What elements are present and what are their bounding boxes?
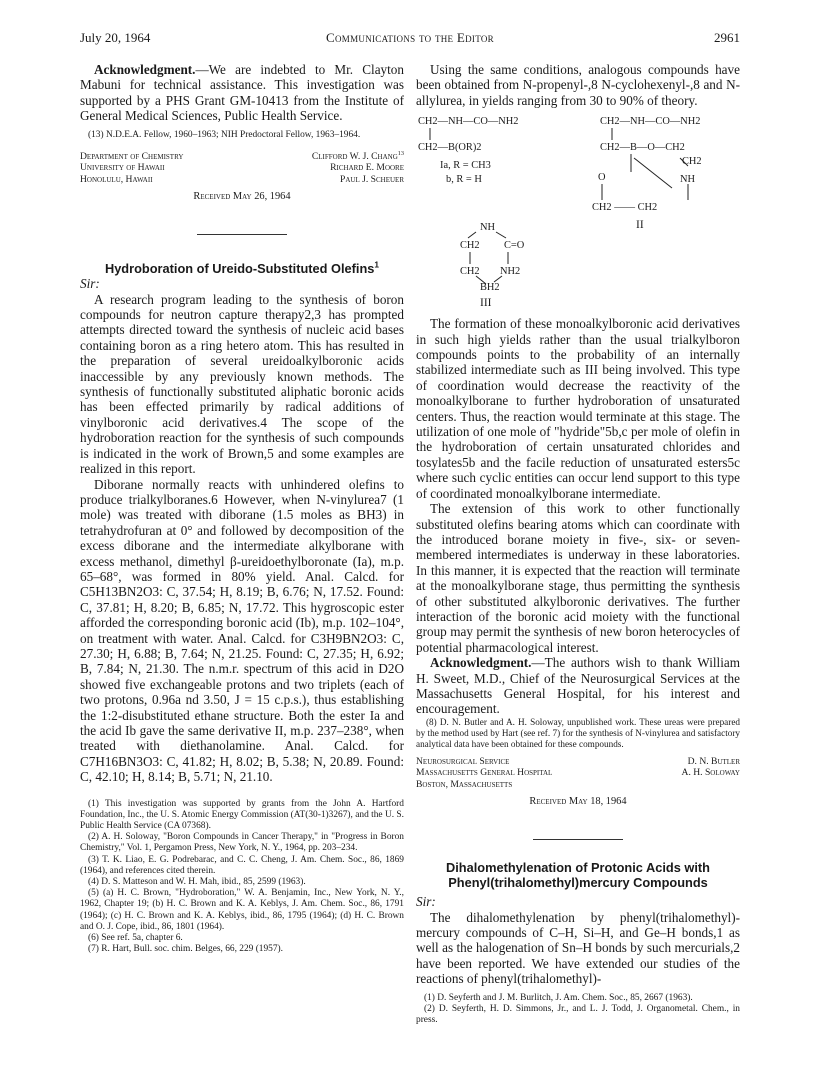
article-title-superscript: 1 <box>374 259 380 270</box>
structure-II-top: CH2—NH—CO—NH2 <box>600 116 701 128</box>
affiliation-line: University of Hawaii <box>80 162 165 174</box>
section-divider <box>533 839 623 840</box>
affiliation <box>416 756 552 791</box>
acknowledgment-text: —The authors wish to thank William H. Sweet, M.D., Chief of the Neurosurgical Services at the Massachusetts General Hospital, for his interest and encouragement. <box>416 655 740 717</box>
author-address-block <box>416 756 740 792</box>
authors <box>312 151 404 186</box>
structure-Ia-label: Ia, R = CH3 <box>440 160 491 172</box>
author-address-block <box>80 151 404 187</box>
acknowledgment-heading: Acknowledgment. <box>94 62 196 77</box>
header-date: July 20, 1964 <box>80 30 151 45</box>
structure-II-ring-ch2: CH2 <box>682 156 702 168</box>
article-title-text: Hydroboration of Ureido-Substituted Olefins <box>104 261 375 277</box>
header-page-number: 2961 <box>714 30 740 45</box>
salutation: Sir: <box>80 276 100 292</box>
received-date: Received May 18, 1964 <box>529 795 627 807</box>
structure-I-top: CH2—NH—CO—NH2 <box>418 116 519 128</box>
affiliation-line: Boston, Massachusetts <box>416 778 513 790</box>
footnote: (2) A. H. Soloway, "Boron Compounds in Cancer Therapy," in "Progress in Boron Chemistry," Vol. 1, Pergamon Press, New York, N. Y., 1964, pp. 203–234. <box>80 832 404 854</box>
left-column <box>80 62 404 955</box>
structure-III-nh: NH <box>480 222 496 234</box>
body-paragraph: A research program leading to the synthesis of boron compounds for neutron capture therapy2,3 has prompted attempts directed toward the synthesis of nucleic acid bases containing boron as a ring hetero atom. This has resulted in the preparation of several ureidoalkylboronic acids inaccessible by any previously known methods. The synthesis of functionally substituted aliphatic boronic acids has been effected primarily by radical additions of vinylboronic acid derivatives.4 The scope of the hydroboration reaction for the synthesis of such compounds is indicated in the work of Brown,5 and some examples are realized in this report. <box>80 291 404 477</box>
structure-II-ring-nh: NH <box>680 174 696 186</box>
article-title: Dihalomethylenation of Protonic Acids with Phenyl(trihalomethyl)mercury Compounds <box>445 860 710 891</box>
footnote: (3) T. K. Liao, E. G. Podrebarac, and C. C. Cheng, J. Am. Chem. Soc., 86, 1869 (1964), and references cited therein. <box>80 854 404 876</box>
author-superscript: 13 <box>397 149 404 157</box>
structure-III-ch2-a: CH2 <box>460 240 480 252</box>
footnote: (7) R. Hart, Bull. soc. chim. Belges, 66, 229 (1957). <box>88 944 284 955</box>
authors <box>682 756 740 779</box>
right-column <box>416 62 740 1026</box>
author-name: Richard E. Moore <box>330 162 404 174</box>
footnotes <box>416 993 740 1027</box>
body-paragraph: Diborane normally reacts with unhindered olefins to produce trialkylboranes.6 However, when N-vinylurea7 (1 mole) was treated with diborane (1.5 moles as BH3) in tetrahydrofuran at 0° and followed by decomposition of the excess diborane and the intermediate alkylborane with excess methanol, dimethyl β-ureidoethylboronate (Ia), m.p. 65–68°, was formed in 80% yield. Anal. Calcd. for C5H13BN2O3: C, 37.54; H, 8.19; B, 6.76; N, 17.52. Found: C, 37.81; H, 8.20; B, 6.85; N, 17.72. This hygroscopic ester afforded the corresponding boronic acid (Ib), m.p. 102–104°, on treatment with water. Anal. Calcd. for C3H9BN2O3: C, 27.30; H, 6.88; B, 7.64; N, 21.25. Found: C, 27.35; H, 6.92; B, 7.84; N, 21.30. The n.m.r. spectrum of this acid in D2O showed five exchangeable protons and two triplets (each of two protons, 0.96a nd 3.50, J = 15 c.p.s.), thus establishing the 1:2-disubstituted ethane structure. Both the ester Ia and the acid Ib gave the same derivative II, m.p. 237–238°, when treated with diethanolamine. Anal. Calcd. for C7H16BN3O3: C, 41.82; H, 8.02; B, 5.38; N, 20.89. Found: C, 42.10; H, 8.14; B, 5.71; N, 21.10. <box>80 476 404 785</box>
acknowledgment-paragraph <box>416 655 740 717</box>
structure-II-bottom: CH2 —— CH2 <box>592 202 658 214</box>
author-name <box>312 151 404 163</box>
chemical-structures <box>416 114 740 310</box>
section-divider <box>197 234 287 235</box>
author-name: Paul J. Scheuer <box>340 173 404 185</box>
page-header <box>80 30 740 48</box>
affiliation-line: Neurosurgical Service <box>416 755 510 767</box>
footnote-8: (8) D. N. Butler and A. H. Soloway, unpublished work. These ureas were prepared by the method used by Hart (see ref. 7) for the synthesis of N-vinylurea and satisfactory analytical data have been obtained for these compounds. <box>416 716 740 749</box>
footnotes <box>80 799 404 956</box>
footnote: (1) This investigation was supported by grants from the John A. Hartford Foundation, Inc., the U. S. Atomic Energy Commission (AT(30-1)3267), and the U. S. Public Health Service (CA 07368). <box>80 798 404 832</box>
acknowledgment-text: —We are indebted to Mr. Clayton Mabuni for technical assistance. This investigation was supported by a PHS Grant GM-10413 from the Institute of General Medical Sciences, Public Health Service. <box>80 62 404 124</box>
header-journal-title: Communications to the Editor <box>326 30 494 45</box>
structure-II-label: II <box>636 219 644 232</box>
footnote-13: (13) N.D.E.A. Fellow, 1960–1963; NIH Predoctoral Fellow, 1963–1964. <box>88 129 361 140</box>
acknowledgment-paragraph <box>80 62 404 124</box>
body-paragraph: Using the same conditions, analogous compounds have been obtained from N-propenyl-,8 N-cyclohexenyl-,8 and N-allylurea, in yields ranging from 30 to 90% of theory. <box>416 62 740 108</box>
structure-III-nh2: NH2 <box>500 266 521 278</box>
structure-III-carbonyl: C=O <box>504 240 525 252</box>
salutation: Sir: <box>416 894 436 910</box>
body-paragraph: The formation of these monoalkylboronic acid derivatives in such high yields rather than the usual trialkylboron compounds points to the probability of an internally stabilized intermediate such as III being involved. This type of coordination would decrease the reactivity of the monoalkylborane to further hydroboration of unsaturated centers. Thus, the reaction would terminate at this stage. The utilization of one mole of "hydride"5b,c per mole of olefin in the hydroboration of certain unsaturated chlorides and tosylates5b and the facile reduction of unsaturated esters5c where such cyclic entities can occur lend support to this type of coordinated monoalkylborane intermediate. <box>416 316 740 501</box>
affiliation-line: Massachusetts General Hospital <box>416 767 553 779</box>
affiliation-line: Honolulu, Hawaii <box>80 173 153 185</box>
affiliation-line: Department of Chemistry <box>80 150 184 162</box>
structure-II-middle: CH2—B—O—CH2 <box>600 142 685 154</box>
structure-Ib-label: b, R = H <box>446 174 482 186</box>
footnote: (6) See ref. 5a, chapter 6. <box>88 933 183 944</box>
structure-III-bh2: BH2 <box>480 282 500 294</box>
footnote: (4) D. S. Matteson and W. H. Mah, ibid., 85, 2599 (1963). <box>88 877 306 888</box>
structure-I-middle: CH2—B(OR)2 <box>418 142 482 154</box>
acknowledgment-heading: Acknowledgment. <box>430 655 532 671</box>
body-paragraph: The dihalomethylenation by phenyl(trihalomethyl)-mercury compounds of C–H, Si–H, and Ge–H bonds,1 as well as the halogenation of Sn–H bonds by such mercurials,2 have been reported. We have extended our studies of the reactions of phenyl(trihalomethyl)- <box>416 909 740 987</box>
author-name-text: Clifford W. J. Chang <box>311 150 398 162</box>
article-title <box>80 261 404 276</box>
footnote: (2) D. Seyferth, H. D. Simmons, Jr., and L. J. Todd, J. Organometal. Chem., in press. <box>416 1003 740 1026</box>
affiliation <box>80 151 183 186</box>
footnote: (5) (a) H. C. Brown, "Hydroboration," W. A. Benjamin, Inc., New York, N. Y., 1962, Chapter 19; (b) H. C. Brown and K. A. Keblys, J. Am. Chem. Soc., 86, 1791 (1964); (c) H. C. Brown and K. A. Keblys, ibid., 86, 1795 (1964); (d) H. C. Brown and O. J. Cope, ibid., 86, 1801 (1964). <box>80 888 404 932</box>
author-name: D. N. Butler <box>687 755 740 767</box>
received-date: Received May 26, 1964 <box>193 190 291 202</box>
structure-III-label: III <box>480 297 492 310</box>
structure-III-ch2-b: CH2 <box>460 266 480 278</box>
footnote: (1) D. Seyferth and J. M. Burlitch, J. Am. Chem. Soc., 85, 2667 (1963). <box>424 992 693 1003</box>
body-paragraph: The extension of this work to other functionally substituted olefins bearing atoms which can coordinate with the introduced borane moiety in five-, six- or seven-membered intermediates is underway in these laboratories. In this manner, it is expected that the reaction will terminate at the monoalkylborane stage, thus permitting the synthesis of other substituted alkylboronic derivatives. The further interaction of the boronic acid moiety with the functional group may permit the synthesis of new boron heterocycles of potential pharmacological interest. <box>416 501 740 655</box>
structure-II-ring-oxygen: O <box>598 172 606 184</box>
author-name: A. H. Soloway <box>681 767 740 779</box>
